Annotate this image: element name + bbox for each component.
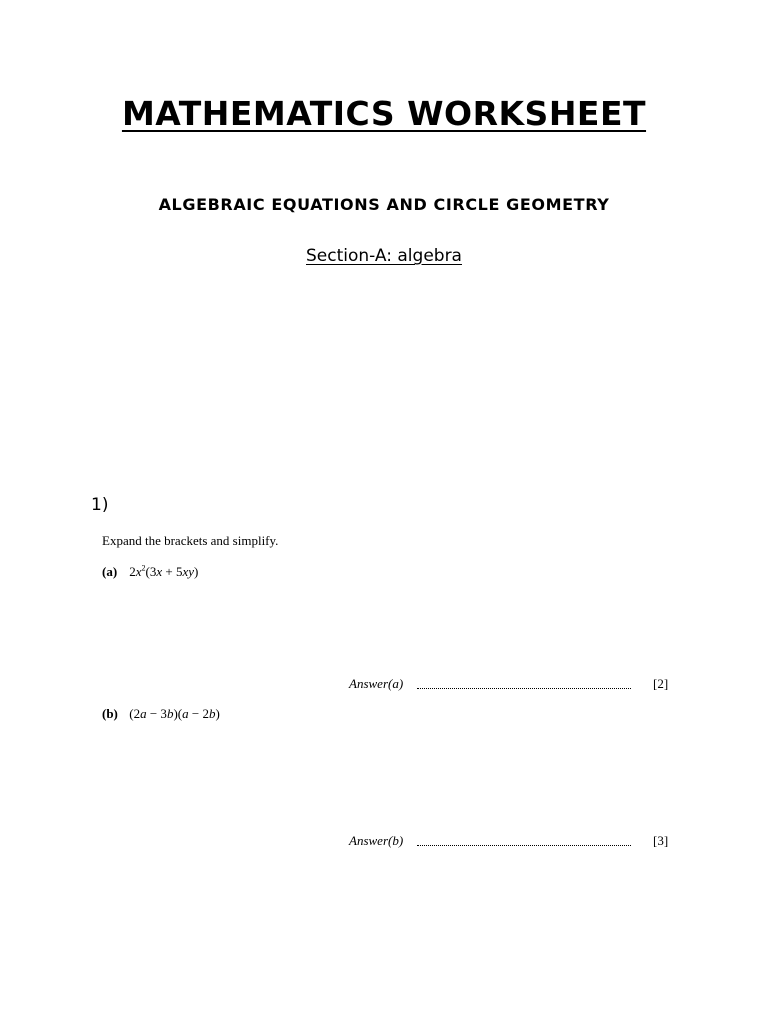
answer-a-dotted-line[interactable] <box>417 688 631 689</box>
part-b-expression: (2a − 3b)(a − 2b) <box>129 706 220 721</box>
part-a-expression: $2x^2(3x + 5xy)$ <box>129 563 199 579</box>
part-a-label: (a) <box>102 564 118 579</box>
answer-b-marks: [3] <box>653 833 669 848</box>
answer-b-label: Answer(b) <box>349 833 404 848</box>
question-part-a <box>102 564 198 580</box>
answer-line-b <box>349 833 669 851</box>
section-heading: Section-A: algebra <box>306 246 462 266</box>
answer-a-label: Answer(a) <box>349 676 404 691</box>
part-b-label: (b) <box>102 706 118 721</box>
page-subtitle: ALGEBRAIC EQUATIONS AND CIRCLE GEOMETRY <box>158 195 610 214</box>
answer-a-marks: [2] <box>653 676 669 691</box>
answer-b-dotted-line[interactable] <box>417 845 631 846</box>
question-part-b <box>102 706 220 722</box>
question-number: 1) <box>91 495 109 515</box>
answer-line-a <box>349 676 669 694</box>
page-title: MATHEMATICS WORKSHEET <box>121 94 647 133</box>
question-instruction: Expand the brackets and simplify. <box>102 533 279 548</box>
